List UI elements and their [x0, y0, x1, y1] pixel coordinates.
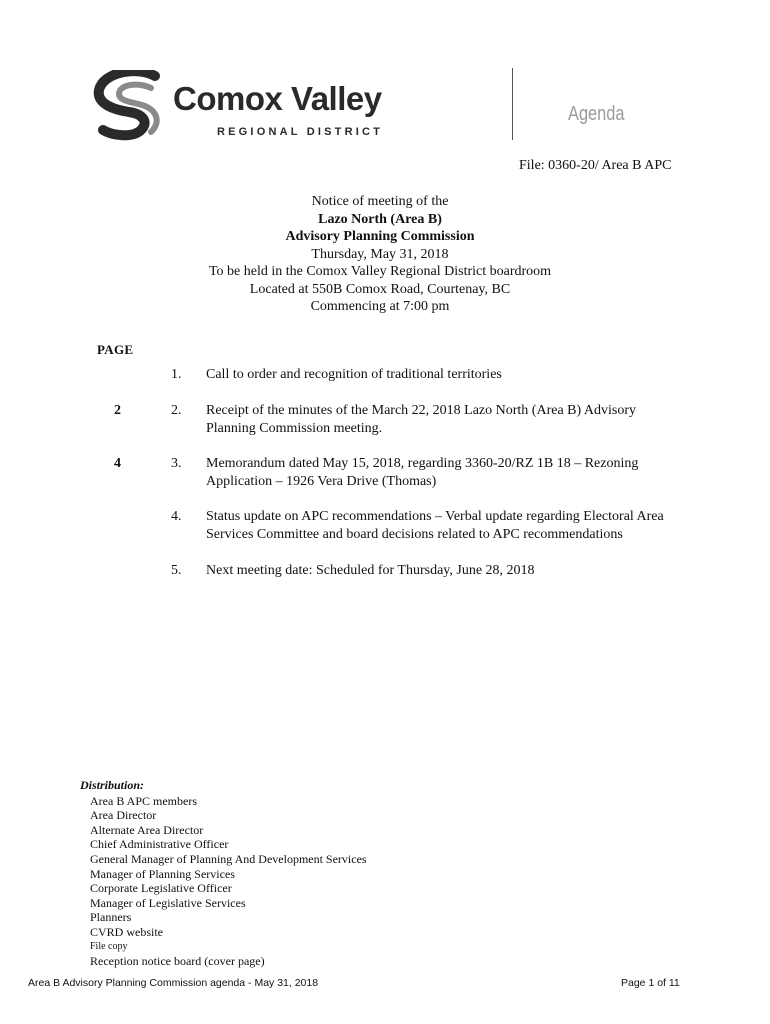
- meeting-notice: [130, 193, 630, 316]
- org-name: Comox Valley: [173, 80, 382, 117]
- file-reference: File: 0360-20/ Area B APC: [519, 158, 672, 173]
- distribution-block: [80, 778, 367, 969]
- footer-document-title: Area B Advisory Planning Commission agenda - May 31, 2018: [28, 977, 319, 989]
- distribution-entry: Area B APC members: [90, 793, 197, 808]
- header-divider: [512, 68, 513, 140]
- distribution-entry: Planners: [90, 910, 132, 925]
- distribution-entry: Manager of Legislative Services: [90, 895, 246, 910]
- distribution-entry: File copy: [90, 940, 128, 952]
- agenda-item-text: Next meeting date: Scheduled for Thursday, June 28, 2018: [206, 563, 535, 578]
- agenda-item-number: 4.: [171, 509, 182, 524]
- commission-area: Lazo North (Area B): [318, 211, 442, 227]
- agenda-item-number: 1.: [171, 367, 182, 382]
- agenda-item-text: Memorandum dated May 15, 2018, regarding 3360-20/RZ 1B 18 – Rezoning Application – 1926 Vera Drive (Thomas): [206, 456, 639, 489]
- org-subtitle: REGIONAL DISTRICT: [217, 126, 384, 138]
- agenda-item-number: 3.: [171, 456, 182, 471]
- distribution-entry: Alternate Area Director: [90, 822, 204, 837]
- commission-name: Advisory Planning Commission: [285, 229, 475, 244]
- cvrd-logo: [93, 70, 393, 142]
- agenda-item-number: 5.: [171, 563, 182, 578]
- distribution-entry: General Manager of Planning And Development Services: [90, 851, 367, 866]
- distribution-entry: Chief Administrative Officer: [90, 837, 229, 852]
- distribution-entry: Area Director: [90, 808, 157, 823]
- meeting-address: Located at 550B Comox Road, Courtenay, BC: [249, 281, 511, 297]
- agenda-item-page: 4: [114, 456, 121, 471]
- distribution-entry: Corporate Legislative Officer: [90, 881, 232, 896]
- meeting-venue: To be held in the Comox Valley Regional District boardroom: [208, 264, 552, 279]
- agenda-item-number: 2.: [171, 403, 182, 418]
- agenda-item-text: Call to order and recognition of traditional territories: [206, 367, 502, 382]
- meeting-time: Commencing at 7:00 pm: [310, 299, 450, 314]
- page-column-heading: PAGE: [97, 342, 134, 357]
- agenda-item-text: Receipt of the minutes of the March 22, 2018 Lazo North (Area B) Advisory Planning Commission meeting.: [206, 403, 637, 436]
- footer-page-number: Page 1 of 11: [621, 977, 680, 989]
- agenda-item-page: 2: [114, 403, 121, 418]
- cvrd-swirl-logo-icon: [93, 70, 167, 142]
- distribution-entry: CVRD website: [90, 924, 163, 939]
- distribution-list: [80, 794, 367, 969]
- distribution-entry: Reception notice board (cover page): [90, 954, 265, 969]
- agenda-item-text: Status update on APC recommendations – Verbal update regarding Electoral Area Services Committee and board decisions related to APC recommendations: [206, 509, 664, 542]
- distribution-entry: Manager of Planning Services: [90, 866, 235, 881]
- document-type: Agenda: [568, 103, 625, 125]
- distribution-title: Distribution:: [80, 778, 145, 792]
- notice-intro: Notice of meeting of the: [311, 194, 449, 209]
- meeting-date: Thursday, May 31, 2018: [311, 246, 449, 262]
